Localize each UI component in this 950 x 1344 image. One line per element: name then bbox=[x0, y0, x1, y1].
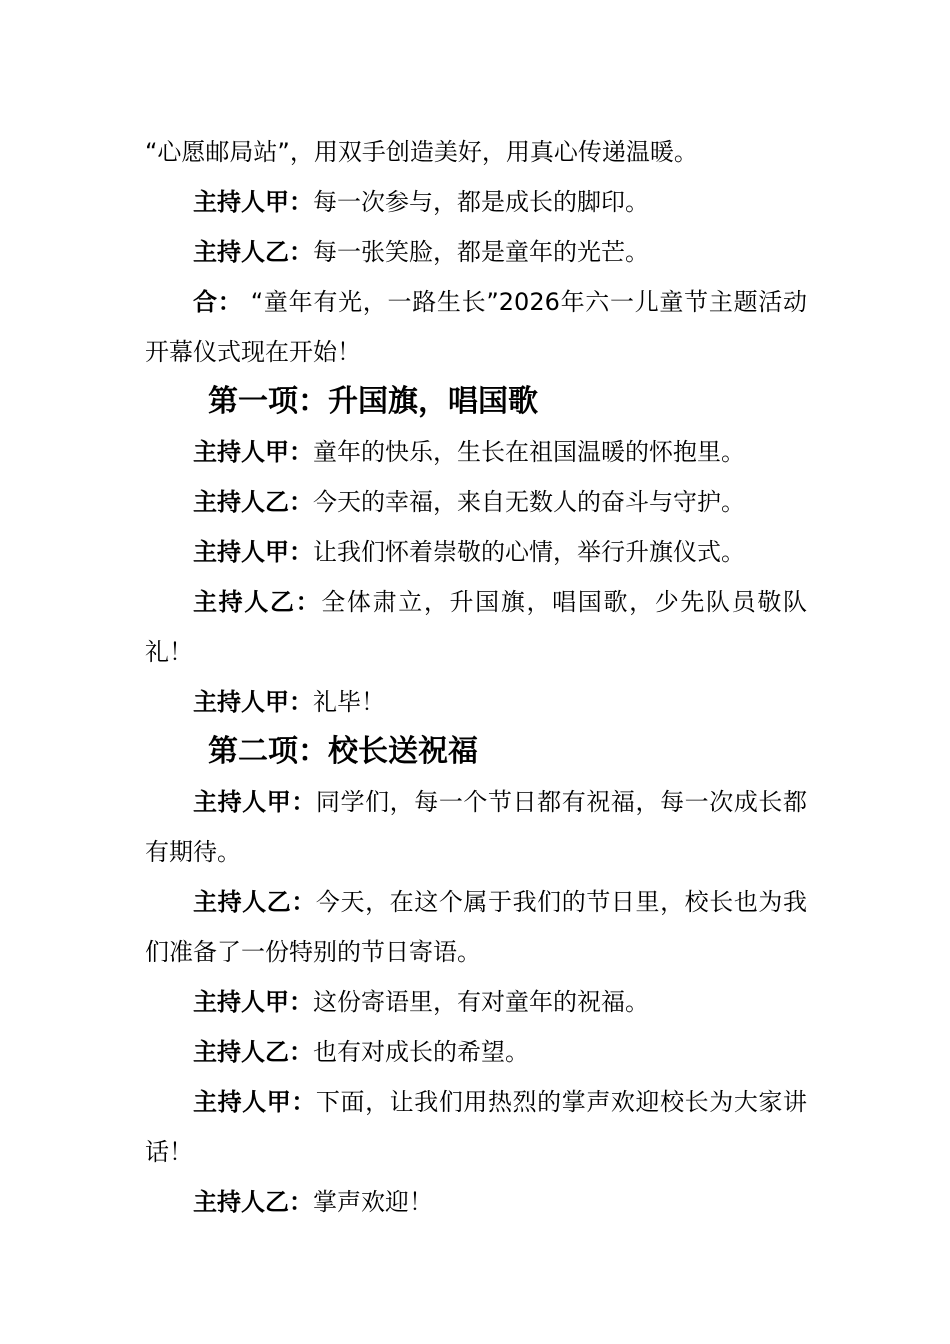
paragraph-text: 下面，让我们用热烈的掌声欢迎校长为大家讲话！ bbox=[145, 1088, 808, 1166]
dialogue-paragraph bbox=[145, 777, 807, 877]
paragraph-text: 掌声欢迎！ bbox=[313, 1188, 433, 1216]
section-heading: 第一项：升国旗，唱国歌 bbox=[208, 384, 538, 419]
dialogue-paragraph bbox=[145, 677, 807, 727]
dialogue-paragraph bbox=[145, 1177, 807, 1227]
speaker-label: 主持人甲： bbox=[193, 188, 313, 216]
speaker-label: 主持人乙： bbox=[193, 1188, 313, 1216]
speaker-label: 主持人甲： bbox=[193, 988, 313, 1016]
paragraph-text: 让我们怀着崇敬的心情，举行升旗仪式。 bbox=[313, 538, 745, 566]
speaker-label: 主持人乙： bbox=[193, 488, 313, 516]
speaker-label: 主持人甲： bbox=[193, 1088, 316, 1116]
paragraph-text: 全体肃立，升国旗，唱国歌，少先队员敬队礼！ bbox=[145, 588, 808, 666]
dialogue-paragraph bbox=[145, 1077, 807, 1177]
paragraph-text: “童年有光，一路生长”2026年六一儿童节主题活动开幕仪式现在开始！ bbox=[145, 288, 808, 366]
speaker-label: 主持人甲： bbox=[193, 788, 316, 816]
dialogue-paragraph bbox=[145, 527, 807, 577]
dialogue-paragraph bbox=[145, 477, 807, 527]
dialogue-paragraph bbox=[145, 977, 807, 1027]
paragraph-text: 今天的幸福，来自无数人的奋斗与守护。 bbox=[313, 488, 745, 516]
document-body bbox=[145, 127, 807, 1227]
paragraph-text: 也有对成长的希望。 bbox=[313, 1038, 529, 1066]
speaker-label: 主持人甲： bbox=[193, 688, 313, 716]
dialogue-paragraph bbox=[145, 177, 807, 227]
speaker-label: 主持人乙： bbox=[193, 588, 322, 616]
dialogue-paragraph bbox=[145, 427, 807, 477]
dialogue-paragraph bbox=[145, 277, 807, 377]
paragraph-text: 礼毕！ bbox=[313, 688, 385, 716]
dialogue-paragraph bbox=[145, 877, 807, 977]
paragraph-text: 每一次参与，都是成长的脚印。 bbox=[313, 188, 649, 216]
paragraph-text: 同学们，每一个节日都有祝福，每一次成长都有期待。 bbox=[145, 788, 808, 866]
speaker-label: 主持人甲： bbox=[193, 538, 313, 566]
speaker-label: 合： bbox=[193, 288, 243, 316]
paragraph-text: 童年的快乐，生长在祖国温暖的怀抱里。 bbox=[313, 438, 745, 466]
dialogue-paragraph bbox=[145, 227, 807, 277]
speaker-label: 主持人甲： bbox=[193, 438, 313, 466]
section-heading: 第二项：校长送祝福 bbox=[208, 734, 478, 769]
dialogue-paragraph bbox=[145, 127, 807, 177]
dialogue-paragraph bbox=[145, 1027, 807, 1077]
paragraph-text: 这份寄语里，有对童年的祝福。 bbox=[313, 988, 649, 1016]
paragraph-text: “心愿邮局站”，用双手创造美好，用真心传递温暖。 bbox=[145, 138, 698, 166]
dialogue-paragraph bbox=[145, 577, 807, 677]
speaker-label: 主持人乙： bbox=[193, 1038, 313, 1066]
speaker-label: 主持人乙： bbox=[193, 888, 316, 916]
paragraph-text: 今天，在这个属于我们的节日里，校长也为我们准备了一份特别的节日寄语。 bbox=[145, 888, 808, 966]
paragraph-text: 每一张笑脸，都是童年的光芒。 bbox=[313, 238, 649, 266]
speaker-label: 主持人乙： bbox=[193, 238, 313, 266]
